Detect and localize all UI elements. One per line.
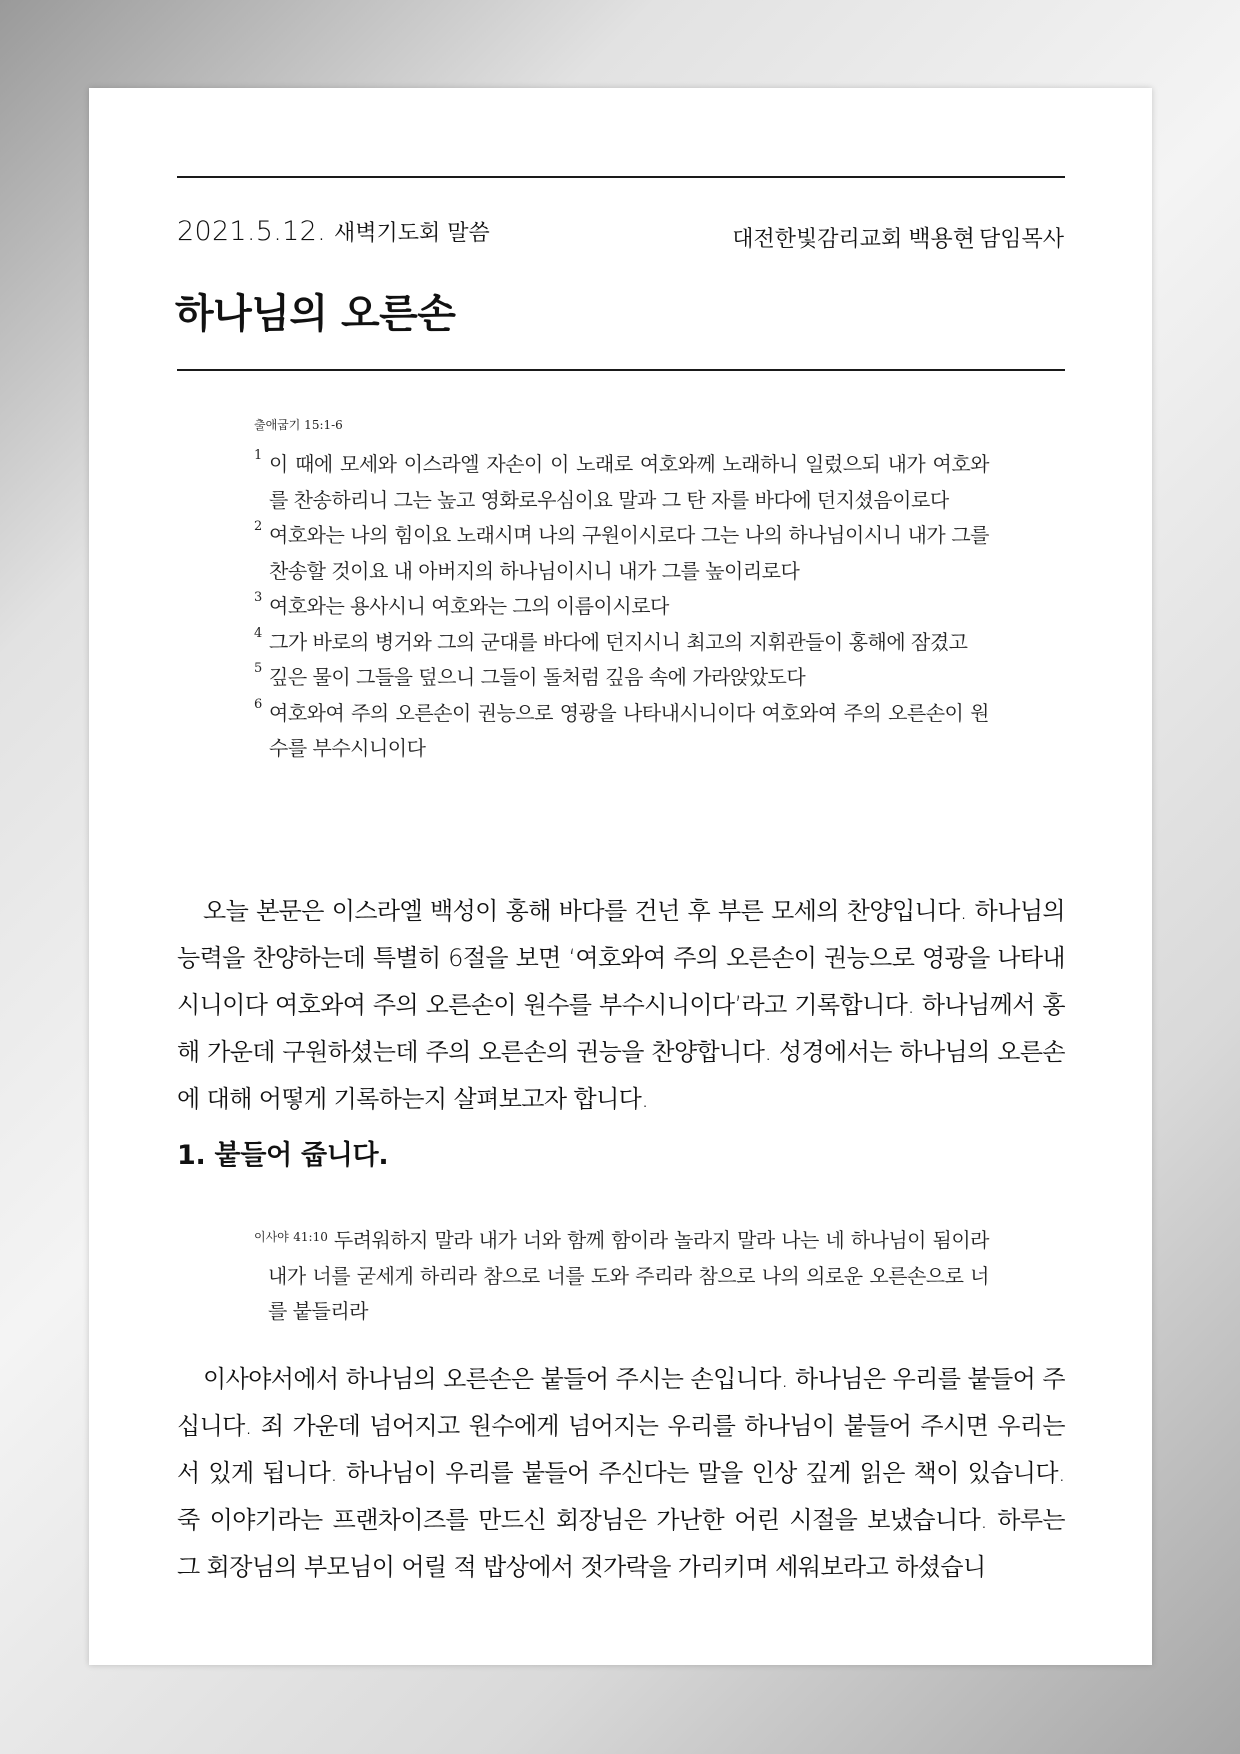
quote-text: 두려워하지 말라 내가 너와 함께 함이라 놀라지 말라 나는 네 하나님이 됨이라 내가 너를 굳세게 하리라 참으로 너를 도와 주리라 참으로 나의 의로운 오른손으로 너를 붙들리라 [268,1228,989,1323]
scripture-quote [254,1220,989,1330]
verse-number: 5 [254,661,262,676]
scripture-passage [254,416,989,767]
verse-6 [254,696,989,767]
verse-2 [254,518,989,589]
verse-text: 그가 바로의 병거와 그의 군대를 바다에 던지시니 최고의 지휘관들이 홍해에 잠겼고 [269,629,968,654]
pastor-title: 담임목사 [978,227,1064,252]
verse-3 [254,589,989,625]
sermon-title: 하나님의 오른손 [175,291,456,337]
service-name: 새벽기도회 말씀 [334,221,490,246]
verse-4 [254,625,989,661]
verse-number: 1 [254,448,262,463]
document-page [89,88,1152,1665]
section-heading: 1. 붙들어 줍니다. [177,1140,389,1171]
header-bottom-rule [177,369,1065,371]
verse-1 [254,447,989,518]
verse-text: 여호와는 용사시니 여호와는 그의 이름이시로다 [269,594,669,618]
body-paragraph-section1: 이사야서에서 하나님의 오른손은 붙들어 주시는 손입니다. 하나님은 우리를 붙들어 주십니다. 죄 가운데 넘어지고 원수에게 넘어지는 우리를 하나님이 붙들어 주시면 우리는 서 있게 됩니다. 하나님이 우리를 붙들어 주신다는 말을 인상 깊게 읽은 책이 있습니다. 죽 이야기라는 프랜차이즈를 만드신 회장님은 가난한 어린 시절을 보냈습니다. 하루는 그 회장님의 부모님이 어릴 적 밥상에서 젓가락을 가리키며 세워보라고 하셨습니 [177,1365,1065,1581]
verse-number: 3 [254,590,262,605]
quoted-verse [254,1220,989,1330]
verse-number: 6 [254,696,262,712]
verse-5 [254,660,989,696]
sermon-meta [177,216,490,247]
verse-text: 깊은 물이 그들을 덮으니 그들이 돌처럼 깊음 속에 가라앉았도다 [269,665,806,689]
verse-text: 이 때에 모세와 이스라엘 자손이 이 노래로 여호와께 노래하니 일렀으되 내가 여호와를 찬송하리니 그는 높고 영화로우심이요 말과 그 탄 자를 바다에 던지셨음이로다 [269,452,989,512]
scripture-reference: 출애굽기 15:1-6 [254,418,343,432]
pastor-name: 백용현 [908,226,975,252]
verse-number: 4 [254,625,262,641]
verse-text: 여호와는 나의 힘이요 노래시며 나의 구원이시로다 그는 나의 하나님이시니 내가 그를 찬송할 것이요 내 아버지의 하나님이시니 내가 그를 높이리로다 [269,523,989,583]
sermon-date: 2021.5.12. [177,216,326,247]
body-paragraph-intro: 오늘 본문은 이스라엘 백성이 홍해 바다를 건넌 후 부른 모세의 찬양입니다. 하나님의 능력을 찬양하는데 특별히 6절을 보면 ‘여호와여 주의 오른손이 권능으로 영광을 나타내시니이다 여호와여 주의 오른손이 원수를 부수시니이다’라고 기록합니다. 하나님께서 홍해 가운데 구원하셨는데 주의 오른손의 권능을 찬양합니다. 성경에서는 하나님의 오른손에 대해 어떻게 기록하는지 살펴보고자 합니다. [177,897,1065,1113]
verse-number: 2 [254,519,262,534]
church-name: 대전한빛감리교회 [732,227,903,252]
church-meta [732,220,1064,253]
verse-text: 여호와여 주의 오른손이 권능으로 영광을 나타내시니이다 여호와여 주의 오른손이 원수를 부수시니이다 [269,700,989,760]
header-top-rule [177,176,1065,178]
quote-reference: 이사야 41:10 [254,1230,328,1244]
